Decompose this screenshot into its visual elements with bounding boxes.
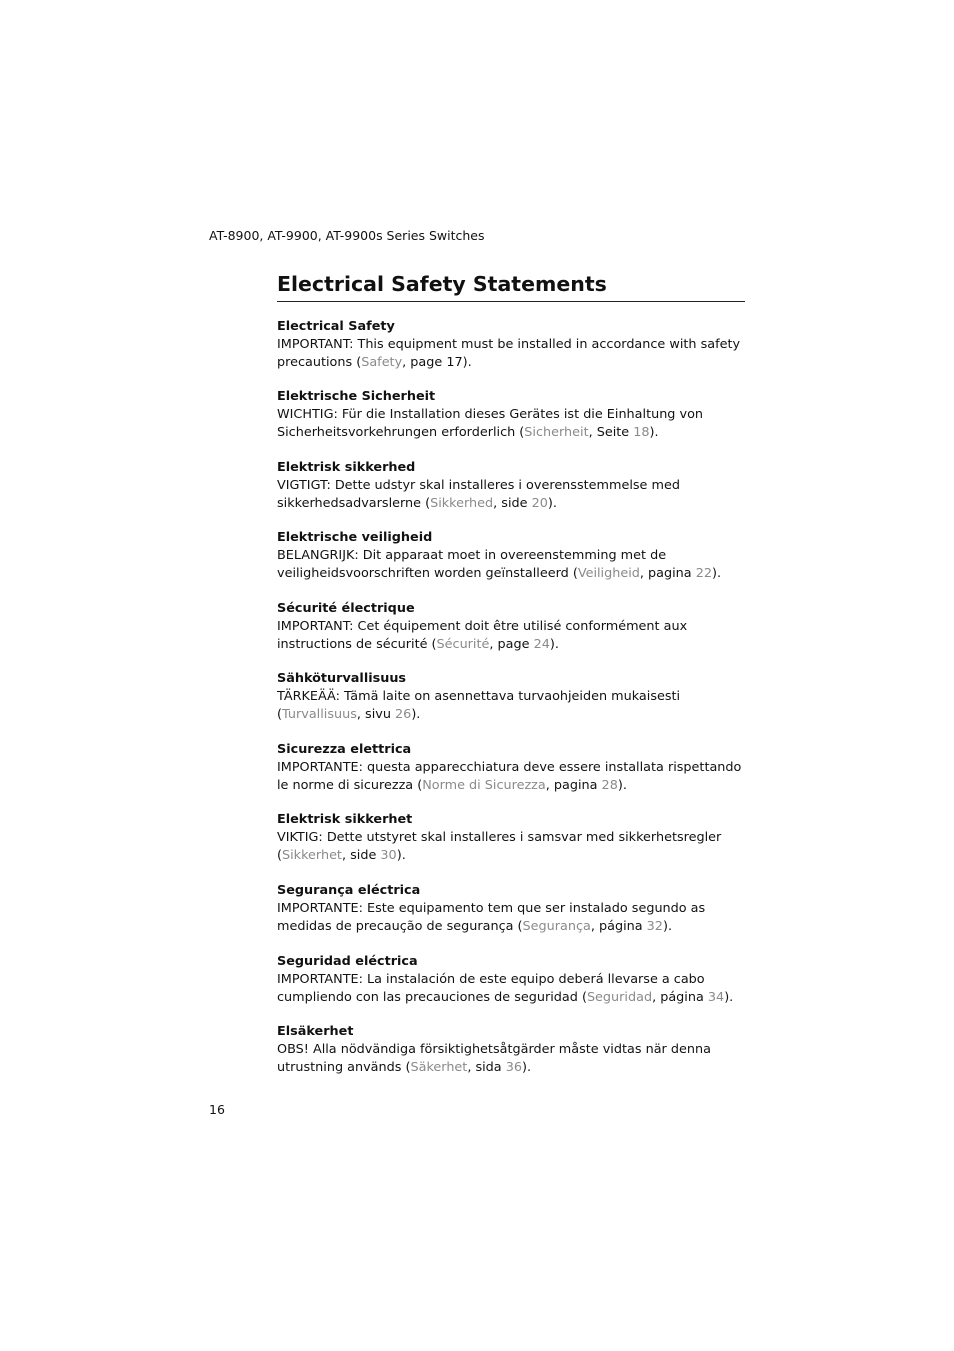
statement-text: IMPORTANTE: questa apparecchiatura deve essere installata rispettando le norme di sicurezza ( <box>277 759 742 793</box>
section-elsakerhet <box>277 1023 747 1076</box>
section-heading: Segurança eléctrica <box>277 883 421 898</box>
page-reference: 17 <box>446 354 463 370</box>
section-body <box>277 759 747 795</box>
closing-punctuation: ). <box>649 424 659 440</box>
closing-punctuation: ). <box>522 1059 532 1075</box>
closing-punctuation: ). <box>547 495 557 511</box>
cross-reference-link[interactable]: Seguridad <box>586 989 653 1005</box>
section-heading: Electrical Safety <box>277 319 395 334</box>
cross-reference-link[interactable]: Sécurité <box>436 636 490 652</box>
statement-text: IMPORTANTE: Este equipamento tem que ser instalado segundo as medidas de precaução de segurança ( <box>277 900 706 934</box>
section-seguranca-electrica <box>277 882 747 935</box>
page-label: , página <box>590 918 647 934</box>
closing-punctuation: ). <box>712 565 722 581</box>
page-reference-link[interactable]: 28 <box>601 777 618 793</box>
cross-reference-link[interactable]: Turvallisuus <box>282 706 357 722</box>
section-securite-electrique <box>277 600 747 653</box>
page-label: , page <box>489 636 534 652</box>
closing-punctuation: ). <box>411 706 421 722</box>
closing-punctuation: ). <box>617 777 627 793</box>
page-label: , página <box>652 989 708 1005</box>
section-body <box>277 829 747 865</box>
running-header: AT-8900, AT-9900, AT-9900s Series Switches <box>209 228 485 243</box>
cross-reference-link[interactable]: Segurança <box>522 918 591 934</box>
statement-text: VIGTIGT: Dette udstyr skal installeres i overensstemmelse med sikkerhedsadvarslerne ( <box>277 477 680 511</box>
cross-reference-link[interactable]: Sikkerhed <box>430 495 494 511</box>
statement-text: IMPORTANTE: La instalación de este equipo deberá llevarse a cabo cumpliendo con las precauciones de seguridad ( <box>277 971 705 1005</box>
page-label: , pagina <box>545 777 602 793</box>
statement-text: WICHTIG: Für die Installation dieses Gerätes ist die Einhaltung von Sicherheitsvorkehrungen erforderlich ( <box>277 406 704 440</box>
page-reference-link[interactable]: 18 <box>633 424 650 440</box>
section-sahkoturvallisuus <box>277 670 747 723</box>
statement-text: BELANGRIJK: Dit apparaat moet in overeenstemming met de veiligheidsvoorschriften worden geïnstalleerd ( <box>277 547 667 581</box>
section-heading: Elektrisk sikkerhet <box>277 812 413 827</box>
section-body <box>277 406 747 442</box>
cross-reference-link[interactable]: Sicherheit <box>524 424 589 440</box>
page-reference-link[interactable]: 30 <box>380 847 397 863</box>
cross-reference-link[interactable]: Säkerhet <box>410 1059 468 1075</box>
section-heading: Sähköturvallisuus <box>277 671 407 686</box>
section-elektrische-sicherheit <box>277 388 747 441</box>
closing-punctuation: ). <box>549 636 559 652</box>
section-body <box>277 1041 747 1077</box>
page-reference-link[interactable]: 20 <box>531 495 548 511</box>
section-elektrische-veiligheid <box>277 529 747 582</box>
page-reference-link[interactable]: 24 <box>533 636 550 652</box>
page-number: 16 <box>209 1102 225 1117</box>
section-seguridad-electrica <box>277 953 747 1006</box>
closing-punctuation: ). <box>724 989 734 1005</box>
section-heading: Seguridad eléctrica <box>277 954 418 969</box>
section-elektrisk-sikkerhed <box>277 459 747 512</box>
section-body <box>277 547 747 583</box>
section-heading: Elektrisk sikkerhed <box>277 460 416 475</box>
page-label: , sida <box>467 1059 506 1075</box>
cross-reference-link[interactable]: Sikkerhet <box>282 847 342 863</box>
section-body <box>277 336 747 372</box>
section-sicurezza-elettrica <box>277 741 747 794</box>
page-reference-link[interactable]: 22 <box>695 565 713 581</box>
page-label: , page <box>402 354 447 370</box>
page-label: , side <box>493 495 532 511</box>
closing-punctuation: ). <box>662 918 673 934</box>
statement-text: TÄRKEÄÄ: Tämä laite on asennettava turvaohjeiden mukaisesti ( <box>277 688 681 722</box>
statement-text: IMPORTANT: Cet équipement doit être utilisé conformément aux instructions de sécurité ( <box>277 618 688 652</box>
section-body <box>277 971 747 1007</box>
page-reference-link[interactable]: 34 <box>707 989 725 1005</box>
statement-text: IMPORTANT: This equipment must be installed in accordance with safety precautions ( <box>277 336 741 370</box>
section-body <box>277 900 747 936</box>
page-label: , pagina <box>639 565 696 581</box>
section-heading: Elektrische Sicherheit <box>277 389 436 404</box>
closing-punctuation: ). <box>396 847 406 863</box>
section-heading: Elsäkerhet <box>277 1024 354 1039</box>
section-electrical-safety <box>277 318 747 371</box>
statement-text: OBS! Alla nödvändiga försiktighetsåtgärder måste vidtas när denna utrustning används ( <box>277 1041 711 1075</box>
page-reference-link[interactable]: 36 <box>505 1059 523 1075</box>
page-label: , sivu <box>356 706 396 722</box>
page-title: Electrical Safety Statements <box>277 270 745 302</box>
statement-text: VIKTIG: Dette utstyret skal installeres i samsvar med sikkerhetsregler ( <box>277 829 722 863</box>
page-label: , side <box>341 847 381 863</box>
section-heading: Elektrische veiligheid <box>277 530 433 545</box>
section-body <box>277 618 747 654</box>
closing-punctuation: ). <box>462 354 472 370</box>
section-body <box>277 477 747 513</box>
section-heading: Sécurité électrique <box>277 601 415 616</box>
cross-reference-link[interactable]: Safety <box>361 354 403 370</box>
section-body <box>277 688 747 724</box>
cross-reference-link[interactable]: Norme di Sicurezza <box>422 777 546 793</box>
section-elektrisk-sikkerhet <box>277 811 747 864</box>
section-heading: Sicurezza elettrica <box>277 742 412 757</box>
cross-reference-link[interactable]: Veiligheid <box>577 565 640 581</box>
page-reference-link[interactable]: 26 <box>395 706 412 722</box>
page-reference-link[interactable]: 32 <box>646 918 663 934</box>
page-label: , Seite <box>588 424 634 440</box>
